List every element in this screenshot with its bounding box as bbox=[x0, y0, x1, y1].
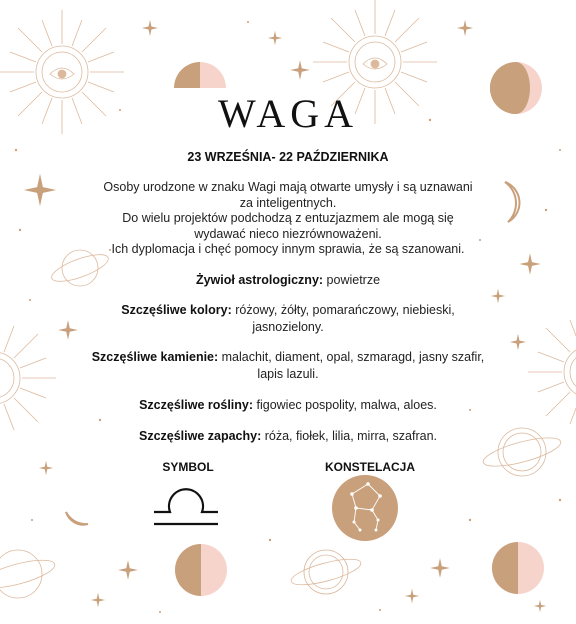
description-line: wydawać nieco niezrównoważeni. bbox=[194, 226, 382, 241]
trait-label: Szczęśliwe zapachy: bbox=[138, 429, 262, 443]
description-line: Do wielu projektów podchodzą z entuzjazmem ale mogą się bbox=[122, 211, 454, 225]
libra-constellation-icon bbox=[332, 475, 398, 541]
date-range: 23 WRZEŚNIA- 22 PAŹDZIERNIKA bbox=[187, 150, 389, 164]
trait-plants bbox=[86, 397, 490, 414]
trait-value: powietrze bbox=[323, 273, 381, 287]
trait-stones bbox=[86, 349, 490, 383]
description-line: Osoby urodzone w znaku Wagi mają otwarte umysły i są uznawani bbox=[103, 180, 473, 194]
constellation-heading: KONSTELACJA bbox=[324, 460, 415, 474]
moon-bottom-right-icon bbox=[492, 542, 544, 594]
description-line: za inteligentnych. bbox=[239, 195, 337, 210]
trait-value: różowy, żółty, pomarańczowy, niebieski, jasnozielony. bbox=[231, 303, 455, 334]
trait-scents bbox=[86, 428, 490, 445]
planet-bottom-left-icon bbox=[0, 550, 57, 598]
description bbox=[96, 180, 480, 258]
trait-value: figowiec pospolity, malwa, aloes. bbox=[253, 398, 437, 412]
trait-label: Szczęśliwe kamienie: bbox=[91, 350, 219, 364]
libra-glyph-icon bbox=[154, 489, 218, 524]
trait-value: malachit, diament, opal, szmaragd, jasny szafir, lapis lazuli. bbox=[218, 350, 485, 381]
trait-label: Szczęśliwe rośliny: bbox=[139, 398, 254, 412]
half-moon-top-icon bbox=[174, 62, 226, 88]
symbol-heading: SYMBOL bbox=[162, 460, 214, 474]
trait-label: Szczęśliwe kolory: bbox=[121, 303, 232, 317]
crescent-left-icon bbox=[66, 512, 88, 525]
crescent-right-icon bbox=[505, 182, 519, 222]
planet-right-icon bbox=[481, 428, 563, 476]
trait-element bbox=[86, 272, 490, 289]
trait-colors bbox=[86, 302, 490, 336]
page-title: WAGA bbox=[218, 91, 358, 136]
description-line: Ich dyplomacja i chęć pomocy innym sprawia, że są szanowani. bbox=[111, 242, 465, 256]
sun-left-mid-icon bbox=[0, 316, 56, 440]
planet-bottom-center-icon bbox=[289, 550, 363, 594]
trait-value: róża, fiołek, lilia, mirra, szafran. bbox=[261, 429, 438, 443]
moon-bottom-left-icon bbox=[175, 544, 227, 596]
sun-right-mid-icon bbox=[528, 310, 576, 434]
trait-label: Żywioł astrologiczny: bbox=[195, 273, 324, 287]
